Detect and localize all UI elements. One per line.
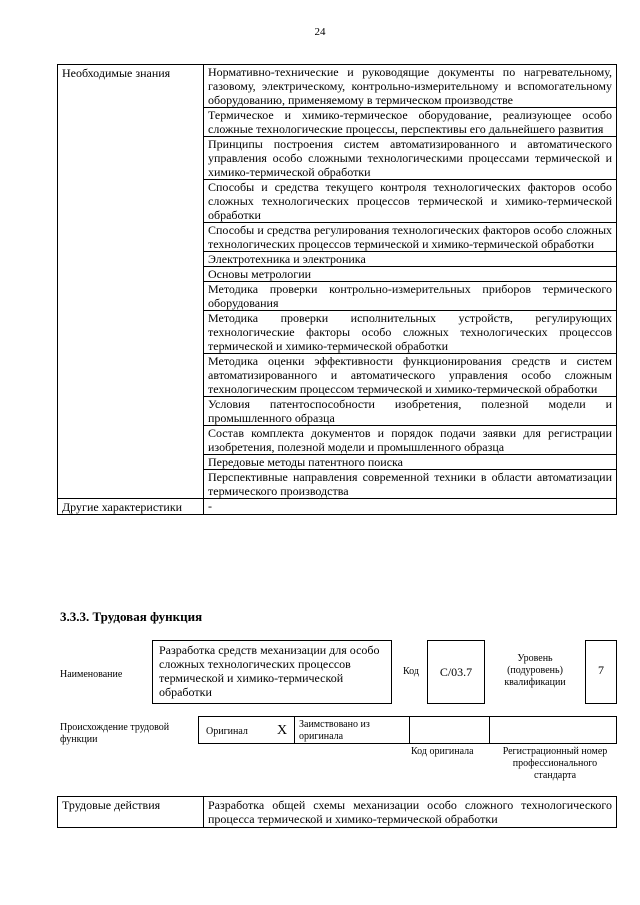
knowledge-item: Условия патентоспособности изобретения, полезной модели и промышленного образца [204, 397, 617, 426]
page-number: 24 [314, 26, 326, 38]
knowledge-item: Передовые методы патентного поиска [204, 455, 617, 470]
original-mark: X [277, 723, 288, 738]
level-value: 7 [585, 640, 617, 704]
knowledge-table [57, 64, 617, 515]
other-characteristics-label: Другие характеристики [58, 499, 204, 515]
knowledge-item: Методика проверки исполнительных устройств, регулирующих технологические факторы особо сложных технологических процессов термической и химико-термической обработки [204, 311, 617, 354]
divider [489, 717, 490, 743]
actions-label: Трудовые действия [58, 797, 204, 828]
borrowed-label: Заимствовано из оригинала [299, 719, 370, 742]
knowledge-row [58, 65, 617, 108]
knowledge-item: Электротехника и электроника [204, 252, 617, 267]
knowledge-item: Методика проверки контрольно-измерительных приборов термического оборудования [204, 282, 617, 311]
actions-table [57, 796, 617, 828]
knowledge-item: Методика оценки эффективности функционирования средств и систем автоматизированного и автоматического управления особо сложным технологическим процессом термической и химико-термической обработки [204, 354, 617, 397]
reg-number-label: Регистрационный номер профессионального стандарта [502, 746, 608, 781]
divider [409, 717, 410, 743]
knowledge-item: Основы метрологии [204, 267, 617, 282]
knowledge-item: Способы и средства текущего контроля технологических факторов особо сложных технологических процессов термической и химико-термической обработки [204, 180, 617, 223]
knowledge-item: Принципы построения систем автоматизированного и автоматического управления особо сложными технологическими процессами термической и химико-термической обработки [204, 137, 617, 180]
other-characteristics-value: - [204, 499, 617, 515]
code-label: Код [403, 666, 419, 677]
code-original-label: Код оригинала [411, 746, 474, 757]
level-label: Уровень (подуровень) квалификации [504, 653, 566, 688]
knowledge-item: Нормативно-технические и руководящие документы по нагревательному, газовому, электрическому, контрольно-измерительному и вспомогательному оборудованию, применяемому в термическом производстве [204, 65, 617, 108]
knowledge-label: Необходимые знания [58, 65, 204, 499]
origin-label: Происхождение трудовой функции [60, 722, 170, 745]
name-value: Разработка средств механизации для особо сложных технологических процессов термической и химико-термической обработки [152, 640, 392, 704]
knowledge-item: Термическое и химико-термическое оборудование, реализующее особо сложные технологические процессы, перспективы его дальнейшего развития [204, 108, 617, 137]
divider [294, 717, 295, 743]
origin-box [198, 716, 617, 744]
knowledge-item: Способы и средства регулирования технологических факторов особо сложных технологических процессов термической и химико-термической обработки [204, 223, 617, 252]
knowledge-item: Перспективные направления современной техники в области автоматизации термического производства [204, 470, 617, 499]
section-title: 3.3.3. Трудовая функция [60, 609, 203, 624]
original-label: Оригинал [206, 726, 248, 737]
knowledge-item: Состав комплекта документов и порядок подачи заявки для регистрации изобретения, полезной модели и промышленного образца [204, 426, 617, 455]
other-characteristics-row [58, 499, 617, 515]
actions-value: Разработка общей схемы механизации особо сложного технологического процесса термической и химико-термической обработки [204, 797, 617, 828]
code-value: C/03.7 [427, 640, 485, 704]
name-label: Наименование [60, 669, 123, 680]
